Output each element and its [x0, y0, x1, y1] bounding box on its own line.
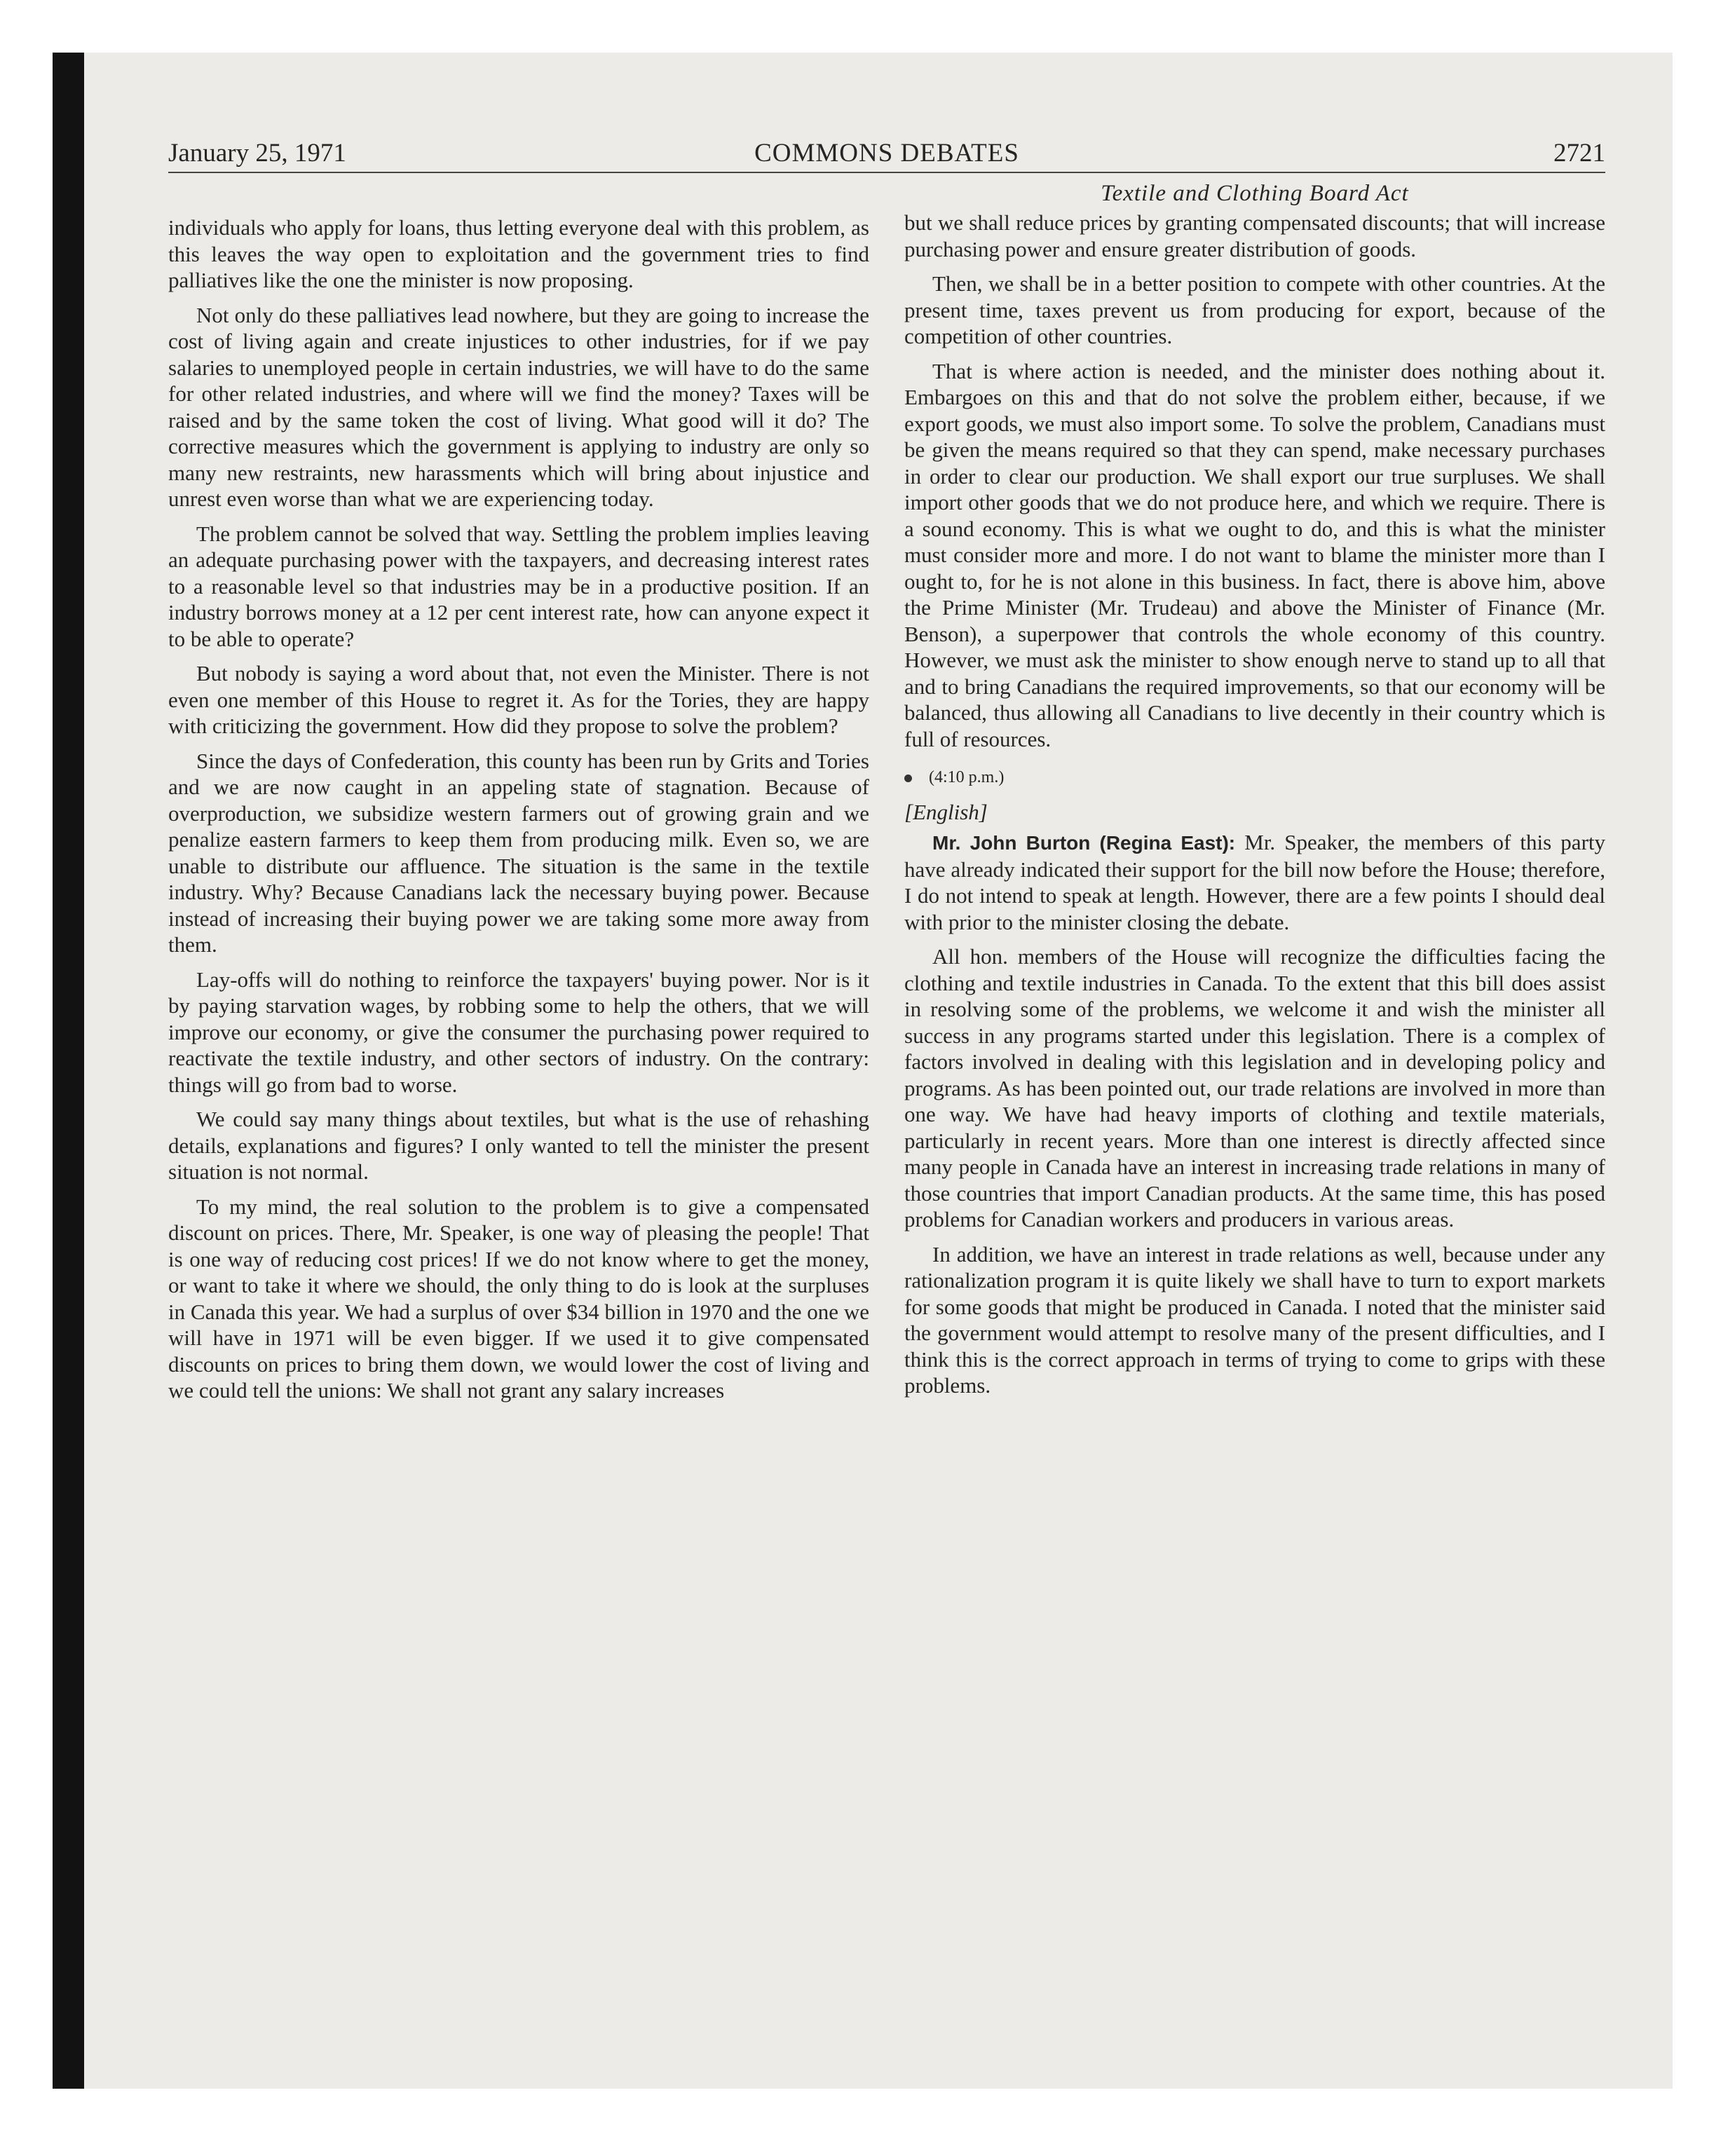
paragraph: Then, we shall be in a better position to compete with other countries. At the present time, taxes prevent us from producing for export, because of the competition of other countries.: [904, 271, 1605, 348]
binding-edge: [53, 53, 84, 2089]
time-marker: [904, 763, 1605, 791]
paragraph: Lay-offs will do nothing to reinforce the taxpayers' buying power. Nor is it by paying starvation wages, by robbing some to help the others, that we will improve our economy, or give the consumer the purchasing power required to reactivate the textile industry, and other sectors of industry. On the contrary: things will go from bad to worse.: [168, 967, 869, 1097]
header-title: COMMONS DEBATES: [754, 139, 1019, 168]
paragraph: That is where action is needed, and the minister does nothing about it. Embargoes on this and that do not solve the problem either, because, if we export goods, we must also import some. To solve the problem, Canadians must be given the means required so that they can spend, make necessary purchases in order to clear our production. We shall export our true surpluses. We shall import other goods that we do not produce here, and which we require. There is a sound economy. This is what we ought to do, and this is what the minister must consider more and more. I do not want to blame the minister more than I ought to, for he is not alone in this business. In fact, there is above him, above the Prime Minister (Mr. Trudeau) and above the Minister of Finance (Mr. Benson), a superpower that controls the whole economy of this country. However, we must ask the minister to show enough nerve to stand up to all that and to bring Canadians the required improvements, so that our economy will be balanced, thus allowing all Canadians to live decently in their country which is full of resources.: [904, 358, 1605, 751]
time-marker-text: (4:10 p.m.): [929, 768, 1005, 786]
paragraph: To my mind, the real solution to the problem is to give a compensated discount on prices. There, Mr. Speaker, is one way of pleasing the people! That is one way of reducing cost prices! If we do not know where to get the money, or want to take it where we should, the only thing to do is look at the surpluses in Canada this year. We had a surplus of over $34 billion in 1970 and the one we will have in 1971 will be even bigger. If we used it to give compensated discounts on prices to bring them down, we would lower the cost of living and we could tell the unions: We shall not grant any salary increases: [168, 1194, 869, 1403]
paragraph: In addition, we have an interest in trade relations as well, because under any rationalization program it is quite likely we shall have to turn to export markets for some goods that might be produced in Canada. I noted that the minister said the government would attempt to resolve many of the present difficulties, and I think this is the correct approach in terms of trying to come to grips with these problems.: [904, 1241, 1605, 1398]
paragraph: individuals who apply for loans, thus letting everyone deal with this problem, as this leaves the way open to exploitation and the government tries to find palliatives like the one the minister is now proposing.: [168, 215, 869, 292]
paragraph: Since the days of Confederation, this county has been run by Grits and Tories and we are now caught in an appeling state of stagnation. Because of overproduction, we subsidize western farmers out of growing grain and we penalize eastern farmers to keep them from producing milk. Even so, we are unable to distribute our affluence. The situation is the same in the textile industry. Why? Because Canadians lack the necessary buying power. Because instead of increasing their buying power we are taking some more away from them.: [168, 748, 869, 957]
paragraph: Not only do these palliatives lead nowhere, but they are going to increase the cost of living again and create injustices to other industries, for if we pay salaries to unemployed people in certain industries, we will have to do the same for other related industries, and where will we find the money? Taxes will be raised and by the same token the cost of living. What good will it do? The corrective measures which the government is applying to industry are only so many new restraints, new harassments which will bring about injustice and unrest even worse than what we are experiencing today.: [168, 302, 869, 511]
document-page: [168, 137, 1606, 1403]
right-column: [904, 177, 1605, 1407]
header-date: January 25, 1971: [168, 139, 346, 168]
paragraph: but we shall reduce prices by granting compensated discounts; that will increase purchasing power and ensure greater distribution of goods.: [904, 210, 1605, 261]
paragraph: All hon. members of the House will recognize the difficulties facing the clothing and textile industries in Canada. To the extent that this bill does assist in resolving some of the problems, we welcome it and wish the minister all success in any programs started under this legislation. There is a complex of factors involved in dealing with this legislation and in developing policy and programs. As has been pointed out, our trade relations are involved in more than one way. We have had heavy imports of clothing and textile materials, particularly in recent years. More than one interest is directly affected since many people in Canada have an interest in increasing trade relations in many of those countries that import Canadian products. At the same time, this has posed problems for Canadian workers and producers in various areas.: [904, 944, 1605, 1231]
speaker-name: Mr. John Burton (Regina East):: [932, 832, 1236, 854]
header-page-number: 2721: [1553, 139, 1605, 168]
running-head: Textile and Clothing Board Act: [1101, 181, 1409, 206]
bullet-icon: [904, 775, 912, 782]
paragraph: We could say many things about textiles, but what is the use of rehashing details, explanations and figures? I only wanted to tell the minister the present situation is not normal.: [168, 1107, 869, 1184]
speech-text: Mr. Speaker, the members of this party have already indicated their support for the bill now before the House; therefore, I do not intend to speak at length. However, there are a few points I should deal with prior to the minister closing the debate.: [904, 830, 1606, 934]
paragraph: But nobody is saying a word about that, not even the Minister. There is not even one member of this House to regret it. As for the Tories, they are happy with criticizing the government. How did they propose to solve the problem?: [168, 661, 869, 738]
page-header: [168, 137, 1605, 177]
speaker-paragraph: [904, 829, 1605, 935]
left-column: [168, 214, 869, 1412]
header-rule: [168, 172, 1605, 173]
language-tag: [English]: [904, 800, 988, 824]
paragraph: The problem cannot be solved that way. Settling the problem implies leaving an adequate purchasing power with the taxpayers, and decreasing interest rates to a reasonable level so that industries may be in a productive position. If an industry borrows money at a 12 per cent interest rate, how can anyone expect it to be able to operate?: [168, 521, 869, 651]
